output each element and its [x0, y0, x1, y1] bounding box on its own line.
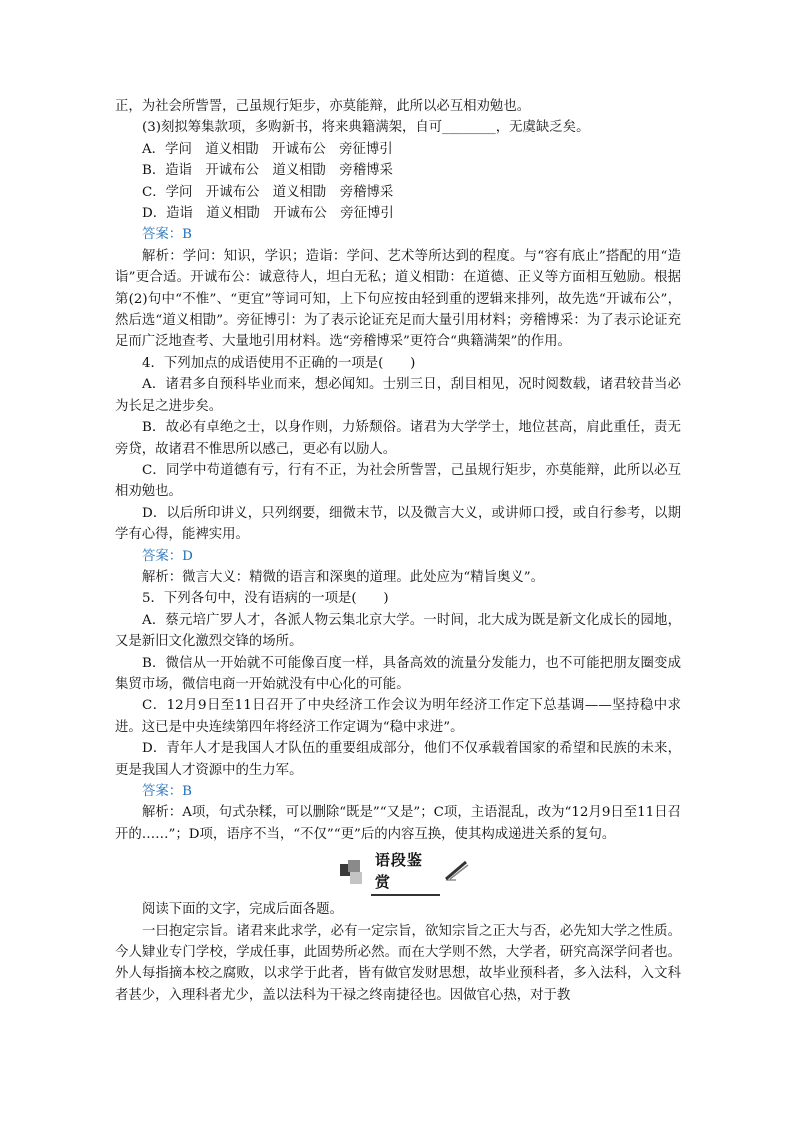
option-d: D．以后所印讲义，只列纲要，细微末节，以及微言大义，或讲师口授，或自行参考，以期学有心得，能裨实用。 — [115, 505, 681, 543]
question-3: (3)刻拟筹集款项，多购新书，将来典籍满架，自可________，无虞缺乏矣。 — [142, 120, 590, 136]
section-banner — [115, 851, 681, 891]
option-a: A．诸君多自预科毕业而来，想必闻知。士别三日，刮目相见，况时阅数载，诸君较昔当必为长足之进步矣。 — [115, 377, 681, 414]
explanation: 解析：学问：知识，学识；造诣：学问、艺术等所达到的程度。与“容有底止”搭配的用“造诣”更合适。开诚布公：诚意待人，坦白无私；道义相勖：在道德、正义等方面相互勉励。根据第(2)句中“不惟”、“更宜”等词可知，上下句应按由轻到重的逻辑来排列，故先选“开诚布公”，然后选“道义相勖”。旁征博引：为了表示论证充足而大量引用材料；旁稽博采：为了表示论证充足而广泛地查考、大量地引用材料。选“旁稽博采”更符合“典籍满架”的作用。 — [115, 248, 681, 350]
option-c: C．同学中苟道德有亏，行有不正，为社会所訾詈，己虽规行矩步，亦莫能辩，此所以必互相劝勉也。 — [115, 462, 681, 500]
answer-label: 答案：B — [142, 784, 193, 799]
reading-instruction: 阅读下面的文字，完成后面各题。 — [142, 902, 343, 918]
option-d: D．青年人才是我国人才队伍的重要组成部分，他们不仅承载着国家的希望和民族的未来，更是我国人才资源中的生力军。 — [115, 741, 681, 778]
option-b: B．故必有卓绝之士，以身作则，力矫颓俗。诸君为大学学士，地位甚高，肩此重任，责无旁贷，故诸君不惟思所以感己，更必有以励人。 — [115, 420, 681, 457]
explanation: 解析：A项，句式杂糅，可以删除“既是”“又是”；C项，主语混乱，改为“12月9日至11日召开的……”；D项，语序不当，“不仅”“更”后的内容互换，使其构成递进关系的复句。 — [115, 805, 681, 842]
option-d: D．造诣 道义相勖 开诚布公 旁征博引 — [142, 206, 394, 222]
reading-paragraph: 一曰抱定宗旨。诸君来此求学，必有一定宗旨，欲知宗旨之正大与否，必先知大学之性质。今人肄业专门学校，学成任事，此固势所必然。而在大学则不然，大学者，研究高深学问者也。外人每指摘本校之腐败，以求学于此者，皆有做官发财思想，故毕业预科者，多入法科，入文科者甚少，入理科者尤少，盖以法科为干禄之终南捷径也。因做官心热，对于教 — [115, 923, 681, 1003]
answer-label: 答案：D — [142, 548, 193, 564]
option-a: A．学问 道义相勖 开诚布公 旁征博引 — [142, 141, 393, 157]
option-c: C．学问 开诚布公 道义相勖 旁稽博采 — [142, 184, 394, 200]
question-5: 5．下列各句中，没有语病的一项是( ) — [142, 591, 389, 607]
option-c: C．12月9日至11日召开了中央经济工作会议为明年经济工作定下总基调——坚持稳中求进。这已是中央连续第四年将经济工作定调为“稳中求进”。 — [115, 698, 681, 735]
squares-icon — [340, 860, 365, 886]
section-title: 语段鉴赏 — [371, 850, 440, 896]
pen-icon — [444, 859, 470, 888]
question-4: 4．下列加点的成语使用不正确的一项是( ) — [142, 355, 416, 371]
option-b: B．微信从一开始就不可能像百度一样，具备高效的流量分发能力，也不可能把朋友圈变成集贸市场，微信电商一开始就没有中心化的可能。 — [115, 655, 681, 692]
option-b: B．造诣 开诚布公 道义相勖 旁稽博采 — [142, 163, 393, 179]
text-line: 正，为社会所訾詈，己虽规行矩步，亦莫能辩，此所以必互相劝勉也。 — [115, 99, 531, 114]
explanation: 解析：微言大义：精微的语言和深奥的道理。此处应为“精旨奥义”。 — [142, 569, 545, 585]
option-a: A．蔡元培广罗人才，各派人物云集北京大学。一时间，北大成为既是新文化成长的园地，又是新旧文化激烈交锋的场所。 — [115, 612, 681, 650]
answer-label: 答案：B — [142, 227, 193, 243]
document-page — [115, 96, 681, 1006]
